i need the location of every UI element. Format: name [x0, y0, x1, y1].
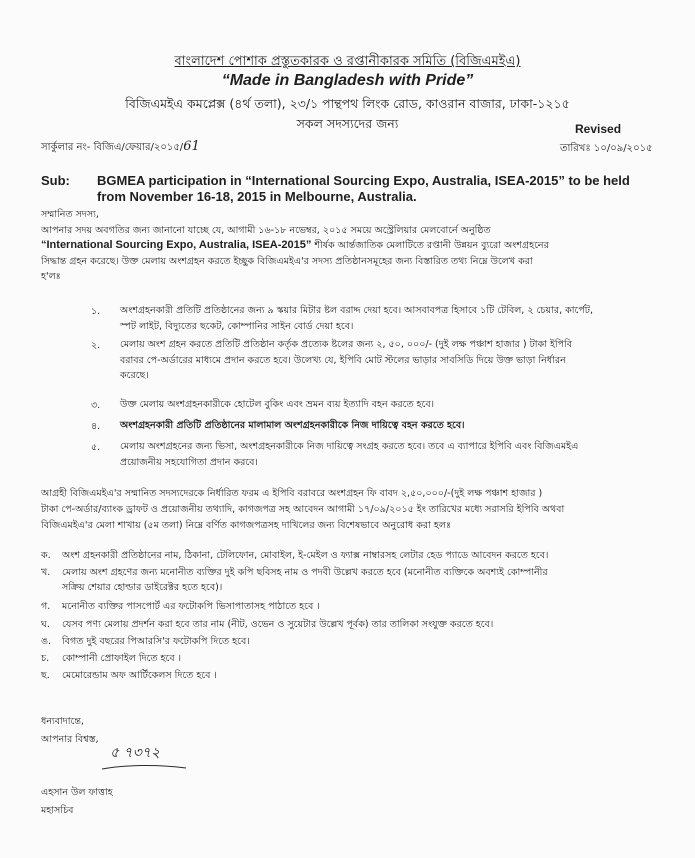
point-line: অংশগ্রহনকারী প্রতিটি প্রতিষ্ঠানের মালামাল অংশগ্রহনকারীকে নিজ দায়িত্বে বহন করতে হবে।	[120, 420, 465, 431]
document-line: মেলায় অংশ গ্রহণের জন্য মনোনীত ব্যক্তির দুই কপি ছবিসহ নাম ও পদবী উল্লেখ করতে হবে (মনোনীত ব্যক্তিকে অবশ্যই কোম্পানীর	[62, 567, 548, 578]
document-line: বিগত দুই বছরের পিআরসি'র ফটোকপি দিতে হবে।	[62, 636, 250, 647]
document-line: সক্রিয় শেয়ার হোল্ডার ডাইরেক্টর হতে হবে)।	[62, 582, 223, 593]
document-number: ঙ.	[41, 636, 51, 647]
point-line: প্রয়োজনীয় সহযোগিতা প্রদান করবে।	[120, 457, 258, 468]
recipients-line: সকল সদস্যদের জন্য	[296, 116, 399, 131]
point-line: মেলায় অংশ গ্রহন করতে প্রতিটি প্রতিষ্ঠান কর্তৃক প্রত্যেক ষ্টলের জন্য ২, ৫০, ০০০/- (দুই লক্ষ পঞ্চাশ হাজার ) টাকা ইপিবি	[120, 339, 573, 350]
document-number: ঘ.	[41, 619, 50, 630]
subject-label: Sub:	[41, 173, 70, 188]
point-line: অংশগ্রহনকারী প্রতিটি প্রতিষ্ঠানের জন্য ৯ স্কয়ার মিটার ষ্টল বরাদ্দ দেয়া হবে। আসবাবপত্র হিসাবে ১টি টেবিল, ২ চেয়ার, কার্পেট,	[120, 305, 594, 316]
closing-thanks: ধন্যবাদান্তে,	[41, 716, 84, 727]
document-number: গ.	[41, 601, 51, 612]
handwritten-note: ৫ ৭৩৭২	[110, 745, 160, 761]
document-line: যেসব পণ্য মেলায় প্রদর্শন করা হবে তার নাম (নীট, ওভেন ও সুয়েটার উল্লেখ পূর্বক) তার তালিকা সংযুক্ত করতে হবে।	[62, 619, 494, 630]
intro-line-3: সিদ্ধান্ত গ্রহন করেছে। উক্ত মেলায় অংশগ্রহন করতে ইচ্ছুক বিজিএমইএ'র সদস্য প্রতিষ্ঠানসমূহের জন্য বিস্তারিত তথ্য নিম্নে উলেখ করা	[41, 256, 533, 267]
circular-number	[41, 139, 200, 157]
document-number: ছ.	[41, 670, 50, 681]
request-line: টাকা পে-অর্ডার/ব্যাংক ড্রাফট ও প্রয়োজনীয় তথ্যাদি, কাগজপত্র সহ আবেদন আগামী ১৭/০৯/২০১৫ ইং তারিখের মধ্যে সরাসরি ইপিবি অথবা	[41, 504, 565, 515]
expo-name: “International Sourcing Expo, Australia, ISEA-2015”	[41, 239, 312, 251]
point-number: ৫.	[91, 442, 101, 453]
organization-name-text: বাংলাদেশ পোশাক প্রস্তুতকারক ও রপ্তানীকারক সমিতি (বিজিএমইএ)	[174, 54, 521, 69]
document-number: খ.	[41, 567, 51, 578]
intro-line-1: আপনার সদয় অবগতির জন্য জানানো যাচ্ছে যে, আগামী ১৬-১৮ নভেম্বর, ২০১৫ সময়ে অস্ট্রেলিয়ার মেলবোর্নে অনুষ্ঠিত	[41, 225, 491, 236]
document-line: অংশ গ্রহনকারী প্রতিষ্ঠানের নাম, ঠিকানা, টেলিফোন, মোবাইল, ই-মেইল ও ফ্যাক্স নাম্বারসহ লেটার হেড প্যাডে আবেদন করতে হবে।	[62, 550, 549, 561]
point-line: উক্ত মেলায় অংশগ্রহনকারীকে হোটেল বুকিং এবং ভ্রমন ব্যয় ইত্যাদি বহন করতে হবে।	[120, 399, 435, 410]
document-line: মনোনীত ব্যক্তির পাসপোর্ট এর ফটোকপি ভিসাপাতাসহ পাঠাতে হবে ।	[62, 601, 320, 612]
signatory-name: এহসান উল ফাত্তাহ	[41, 787, 113, 798]
intro-line-4: হ'লঃ	[41, 271, 61, 282]
revised-mark: Revised	[575, 122, 622, 136]
organization-name	[0, 52, 695, 73]
intro-line-2-rest: শীর্ষক আর্ন্তজাতিক মেলাটিতে রপ্তানী উন্নয়ন ব্যুরো অংশগ্রহনের	[311, 240, 549, 251]
closing-yours: আপনার বিশ্বস্ত,	[41, 734, 99, 745]
signatory-title: মহাসচিব	[41, 805, 74, 816]
point-line: করেছে।	[120, 370, 149, 381]
handwritten-underline	[100, 762, 190, 774]
point-number: ১.	[91, 306, 101, 317]
document-number: চ.	[41, 653, 50, 664]
request-line: বিজিএমইএ'র মেলা শাখায় (৫ম তলা) নিম্নে বর্ণিত কাগজপত্রসহ দাখিলের জন্য বিশেষভাবে অনুরোধ করা হলঃ	[41, 520, 452, 531]
point-line: স্পট লাইট, বিদ্যুতের ছকেট, কোম্পানির সাইন বোর্ড দেয়া হবে।	[120, 321, 354, 332]
salutation: সম্মানিত সদস্য,	[41, 209, 99, 220]
circular-label: সার্কুলার নং- বিজিএ/ফেয়ার/২০১৫/	[41, 142, 184, 153]
intro-line-2	[41, 239, 549, 254]
document-line: মেমোরেন্ডাম অফ আর্টিকেলস দিতে হবে ।	[62, 670, 217, 681]
circular-handwritten-number: 61	[183, 139, 200, 154]
slogan: “Made in Bangladesh with Pride”	[221, 72, 474, 89]
document-line: কোম্পানী প্রোফাইল দিতে হবে ।	[62, 653, 182, 664]
organization-address: বিজিএমইএ কমপ্লেক্স (৪র্থ তলা), ২৩/১ পান্থপথ লিংক রোড, কাওরান বাজার, ঢাকা-১২১৫	[125, 96, 570, 111]
point-line: বরাবর পে-অর্ডারের মাধ্যমে প্রদান করতে হবে। উলেখ্য যে, ইপিবি মোট স্টলের ভাড়ার সাবসিডি দিয়ে উক্ত ভাড়া নির্ধারন	[120, 355, 566, 366]
subject-text: BGMEA participation in “International Sourcing Expo, Australia, ISEA-2015” to be held from November 16-18, 2015 in Melbourne, Australia.	[97, 173, 630, 204]
point-number: ৪.	[91, 421, 101, 432]
point-number: ২.	[91, 340, 101, 351]
circular-date: তারিখঃ ১০/০৯/২০১৫	[560, 143, 653, 154]
point-line: মেলায় অংশগ্রহনের জন্য ভিসা, অংশগ্রহনকারীকে নিজ দায়িত্বে সংগ্রহ করতে হবে। তবে এ ব্যাপারে ইপিবি এবং বিজিএমইএ	[120, 441, 579, 452]
request-line: আগ্রহী বিজিএমইএ'র সম্মানিত সদস্যদেরকে নির্ধারিত ফরম এ ইপিবি বরাবরে অংশগ্রহন ফি বাবদ ২,৫০,০০০/-(দুই লক্ষ পঞ্চাশ হাজার )	[41, 488, 543, 499]
document-number: ক.	[41, 550, 51, 561]
point-number: ৩.	[91, 400, 101, 411]
